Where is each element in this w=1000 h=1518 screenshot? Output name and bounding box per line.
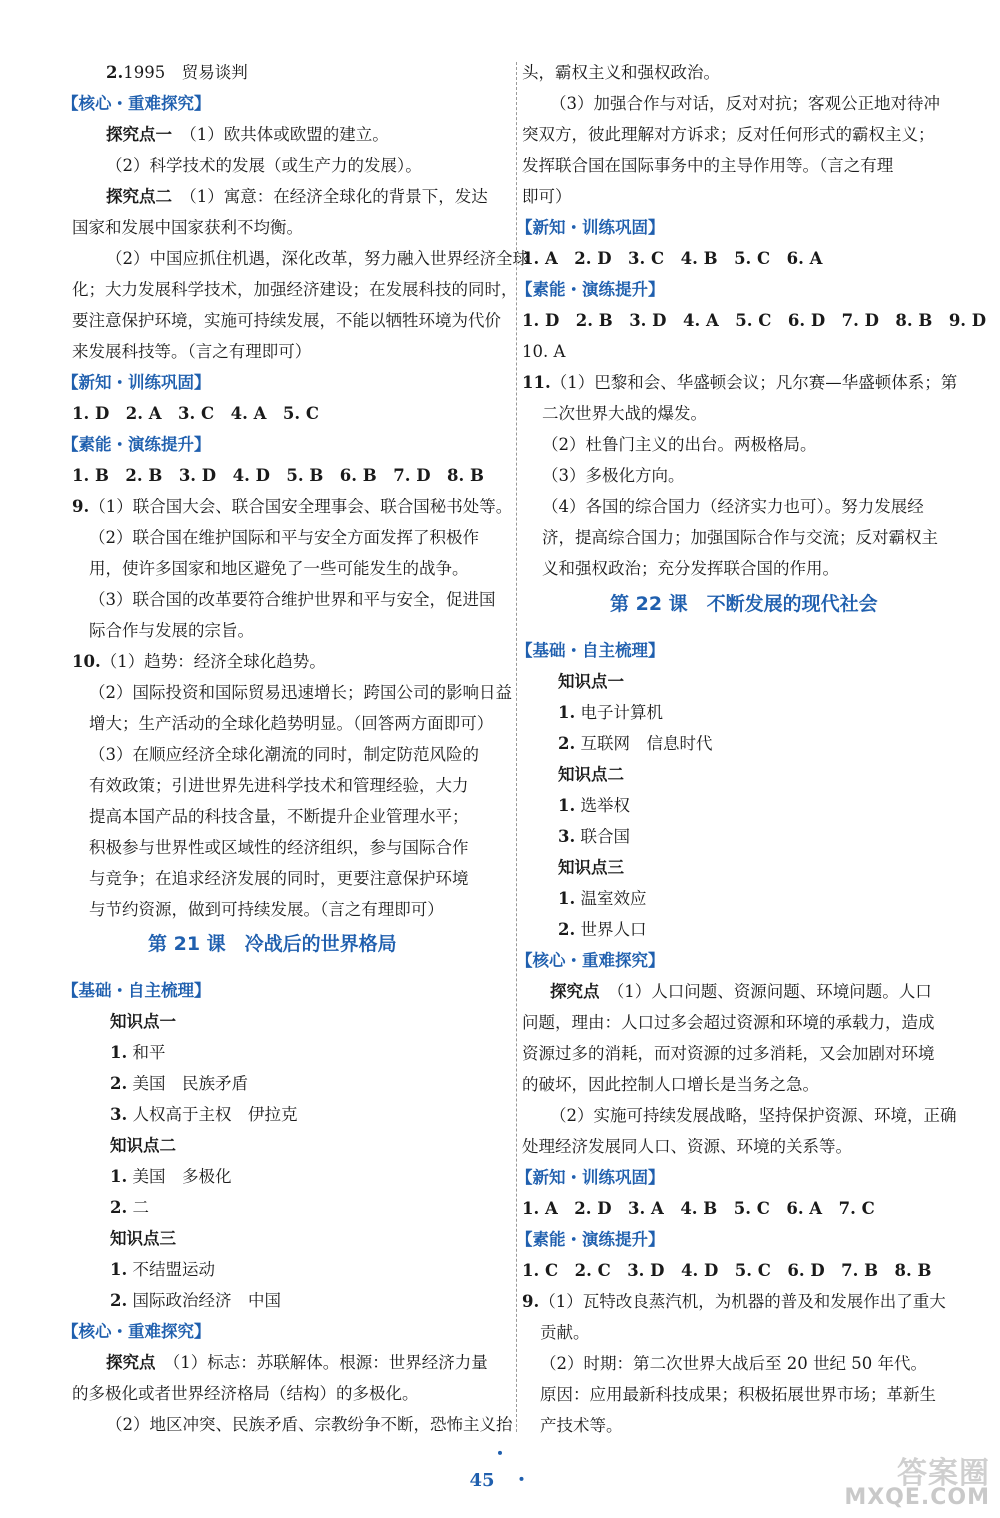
list-item: 1. 不结盟运动 xyxy=(110,1260,215,1279)
answer-line: 10. A xyxy=(522,342,566,361)
question-9: 9.（1）瓦特改良蒸汽机，为机器的普及和发展作出了重大 xyxy=(522,1292,946,1311)
text-line: 与竞争；在追求经济发展的同时，更要注意保护环境 xyxy=(89,869,469,888)
section-tag-new: 【新知・训练巩固】 xyxy=(516,218,665,237)
text-line: 与节约资源，做到可持续发展。（言之有理即可） xyxy=(89,900,444,919)
text-line: 处理经济发展同人口、资源、环境的关系等。 xyxy=(522,1137,852,1156)
text-line: （2）杜鲁门主义的出台。两极格局。 xyxy=(542,435,817,454)
list-item: 3. 人权高于主权 伊拉克 xyxy=(110,1105,298,1124)
knowledge-point-2: 知识点二 xyxy=(558,765,624,784)
knowledge-point-3: 知识点三 xyxy=(558,858,624,877)
answer-line: 1. A 2. D 3. A 4. B 5. C 6. A 7. C xyxy=(522,1199,875,1218)
text-line: （2）地区冲突、民族矛盾、宗教纷争不断，恐怖主义抬 xyxy=(106,1415,513,1434)
knowledge-point-2: 知识点二 xyxy=(110,1136,176,1155)
text-line: 增大；生产活动的全球化趋势明显。（回答两方面即可） xyxy=(89,714,494,733)
explore-point: 探究点 （1）标志：苏联解体。根源：世界经济力量 xyxy=(106,1353,488,1372)
watermark-bottom: MXQE.COM xyxy=(844,1485,990,1510)
answer-line: 1. C 2. C 3. D 4. D 5. C 6. D 7. B 8. B xyxy=(522,1261,932,1280)
text-line: （2）科学技术的发展（或生产力的发展）。 xyxy=(106,156,422,175)
answer-line: 1. D 2. A 3. C 4. A 5. C xyxy=(72,404,320,423)
list-item: 1. 温室效应 xyxy=(558,889,647,908)
explore-point-1: 探究点一 （1）欧共体或欧盟的建立。 xyxy=(106,125,389,144)
text-line: 产技术等。 xyxy=(540,1416,623,1435)
knowledge-point-1: 知识点一 xyxy=(558,672,624,691)
text-line: 问题，理由：人口过多会超过资源和环境的承载力，造成 xyxy=(522,1013,935,1032)
section-tag-new: 【新知・训练巩固】 xyxy=(62,373,211,392)
text-line: 头，霸权主义和强权政治。 xyxy=(522,63,720,82)
text-line: （2）时期：第二次世界大战后至 20 世纪 50 年代。 xyxy=(540,1354,927,1373)
list-item: 1. 美国 多极化 xyxy=(110,1167,232,1186)
answer-line: 1. B 2. B 3. D 4. D 5. B 6. B 7. D 8. B xyxy=(72,466,484,485)
text-line: 的破坏，因此控制人口增长是当务之急。 xyxy=(522,1075,819,1094)
text-line: 济，提高综合国力；加强国际合作与交流；反对霸权主 xyxy=(542,528,938,547)
list-item: 1. 选举权 xyxy=(558,796,630,815)
text-line: 要注意保护环境，实施可持续发展，不能以牺牲环境为代价 xyxy=(72,311,501,330)
text-line: 资源过多的消耗，而对资源的过多消耗，又会加剧对环境 xyxy=(522,1044,935,1063)
section-tag-core: 【核心・重难探究】 xyxy=(62,1322,211,1341)
question-9: 9.（1）联合国大会、联合国安全理事会、联合国秘书处等。 xyxy=(72,497,513,516)
text-line: 原因：应用最新科技成果；积极拓展世界市场；革新生 xyxy=(540,1385,936,1404)
explore-point-2: 探究点二 （1）寓意：在经济全球化的背景下，发达 xyxy=(106,187,488,206)
section-tag-new: 【新知・训练巩固】 xyxy=(516,1168,665,1187)
answer-line: 1. A 2. D 3. C 4. B 5. C 6. A xyxy=(522,249,823,268)
section-tag-skill: 【素能・演练提升】 xyxy=(516,1230,665,1249)
answer-line: 1. D 2. B 3. D 4. A 5. C 6. D 7. D 8. B 9. D xyxy=(522,311,987,330)
text-line: （3）联合国的改革要符合维护世界和平与安全，促进国 xyxy=(89,590,496,609)
text-line: 突双方，彼此理解对方诉求；反对任何形式的霸权主义； xyxy=(522,125,935,144)
question-11: 11.（1）巴黎和会、华盛顿会议；凡尔赛—华盛顿体系；第 xyxy=(522,373,958,392)
text-line: （2）联合国在维护国际和平与安全方面发挥了积极作 xyxy=(89,528,479,547)
text-line: 来发展科技等。（言之有理即可） xyxy=(72,342,312,361)
text-line: 用，使许多国家和地区避免了一些可能发生的战争。 xyxy=(89,559,469,578)
knowledge-point-3: 知识点三 xyxy=(110,1229,176,1248)
explore-point: 探究点 （1）人口问题、资源问题、环境问题。人口 xyxy=(550,982,932,1001)
page-number: ・ 45 ・ xyxy=(469,1444,531,1491)
list-item: 2. 美国 民族矛盾 xyxy=(110,1074,248,1093)
list-item: 3. 联合国 xyxy=(558,827,630,846)
text-line: （2）中国应抓住机遇，深化改革，努力融入世界经济全球 xyxy=(106,249,529,268)
text-line: 的多极化或者世界经济格局（结构）的多极化。 xyxy=(72,1384,419,1403)
list-item: 2. 互联网 信息时代 xyxy=(558,734,713,753)
lesson-22-title: 第 22 课 不断发展的现代社会 xyxy=(610,593,878,615)
answer-line: 2.1995 贸易谈判 xyxy=(106,63,248,82)
lesson-21-title: 第 21 课 冷战后的世界格局 xyxy=(148,933,397,955)
text-line: （2）实施可持续发展战略，坚持保护资源、环境，正确 xyxy=(550,1106,957,1125)
question-10: 10.（1）趋势：经济全球化趋势。 xyxy=(72,652,326,671)
list-item: 2. 国际政治经济 中国 xyxy=(110,1291,281,1310)
text-line: （3）加强合作与对话，反对对抗；客观公正地对待冲 xyxy=(550,94,940,113)
list-item: 2. 二 xyxy=(110,1198,149,1217)
text-line: 二次世界大战的爆发。 xyxy=(542,404,707,423)
text-line: 义和强权政治；充分发挥联合国的作用。 xyxy=(542,559,839,578)
text-line: 化；大力发展科学技术，加强经济建设；在发展科技的同时， xyxy=(72,280,518,299)
list-item: 2. 世界人口 xyxy=(558,920,647,939)
section-tag-basic: 【基础・自主梳理】 xyxy=(62,981,211,1000)
text-line: 国家和发展中国家获利不均衡。 xyxy=(72,218,303,237)
text-line: （3）多极化方向。 xyxy=(542,466,685,485)
text-line: 即可） xyxy=(522,187,572,206)
section-tag-skill: 【素能・演练提升】 xyxy=(62,435,211,454)
text-line: 提高本国产品的科技含量，不断提升企业管理水平； xyxy=(89,807,469,826)
section-tag-skill: 【素能・演练提升】 xyxy=(516,280,665,299)
text-line: （4）各国的综合国力（经济实力也可）。努力发展经 xyxy=(542,497,924,516)
list-item: 1. 和平 xyxy=(110,1043,166,1062)
text-line: （2）国际投资和国际贸易迅速增长；跨国公司的影响日益 xyxy=(89,683,512,702)
text-line: （3）在顺应经济全球化潮流的同时，制定防范风险的 xyxy=(89,745,479,764)
watermark-top: 答案圈 xyxy=(897,1456,990,1491)
section-tag-core: 【核心・重难探究】 xyxy=(516,951,665,970)
text-line: 发挥联合国在国际事务中的主导作用等。（言之有理 xyxy=(522,156,894,175)
section-tag-basic: 【基础・自主梳理】 xyxy=(516,641,665,660)
text-line: 际合作与发展的宗旨。 xyxy=(89,621,254,640)
text-line: 有效政策；引进世界先进科学技术和管理经验，大力 xyxy=(89,776,469,795)
knowledge-point-1: 知识点一 xyxy=(110,1012,176,1031)
text-line: 积极参与世界性或区域性的经济组织，参与国际合作 xyxy=(89,838,469,857)
text-line: 贡献。 xyxy=(540,1323,590,1342)
list-item: 1. 电子计算机 xyxy=(558,703,663,722)
section-tag-core: 【核心・重难探究】 xyxy=(62,94,211,113)
watermark-logo xyxy=(790,1456,990,1518)
